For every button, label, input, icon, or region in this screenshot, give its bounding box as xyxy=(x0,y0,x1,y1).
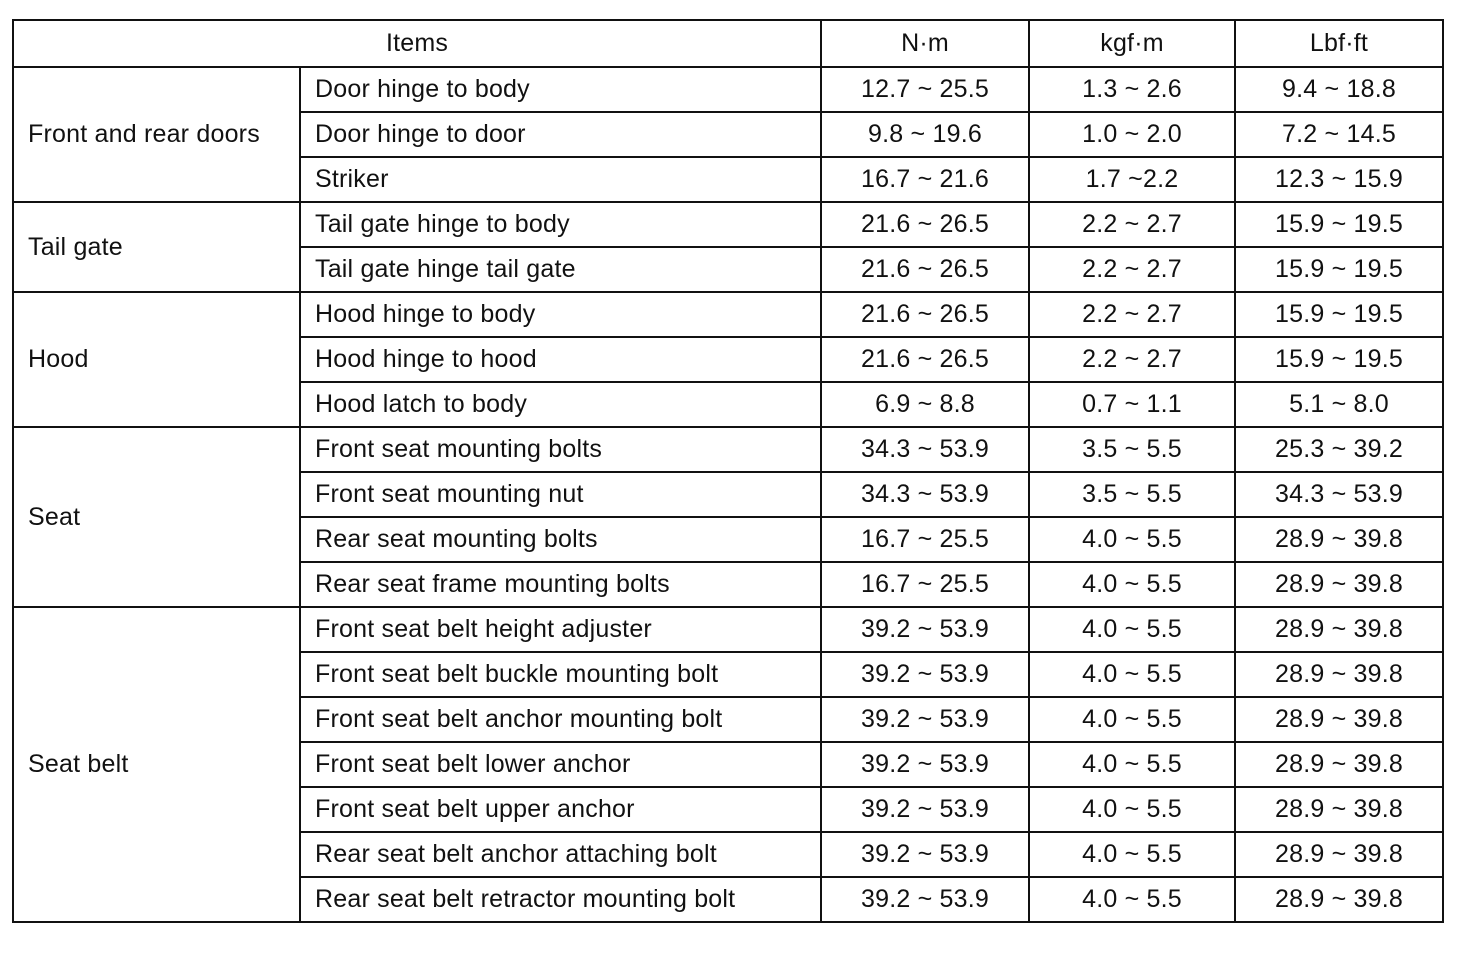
lbfft-cell: 28.9 ~ 39.8 xyxy=(1235,562,1443,607)
nm-cell: 12.7 ~ 25.5 xyxy=(821,67,1029,112)
nm-cell: 39.2 ~ 53.9 xyxy=(821,787,1029,832)
lbfft-cell: 28.9 ~ 39.8 xyxy=(1235,787,1443,832)
kgfm-cell: 4.0 ~ 5.5 xyxy=(1029,877,1235,922)
torque-spec-table xyxy=(12,19,1444,923)
item-cell: Tail gate hinge to body xyxy=(300,202,821,247)
nm-cell: 39.2 ~ 53.9 xyxy=(821,832,1029,877)
lbfft-cell: 9.4 ~ 18.8 xyxy=(1235,67,1443,112)
lbfft-cell: 12.3 ~ 15.9 xyxy=(1235,157,1443,202)
group-label: Seat xyxy=(13,427,300,607)
lbfft-cell: 25.3 ~ 39.2 xyxy=(1235,427,1443,472)
nm-cell: 21.6 ~ 26.5 xyxy=(821,337,1029,382)
nm-cell: 39.2 ~ 53.9 xyxy=(821,877,1029,922)
item-cell: Front seat mounting bolts xyxy=(300,427,821,472)
lbfft-cell: 28.9 ~ 39.8 xyxy=(1235,832,1443,877)
kgfm-cell: 1.0 ~ 2.0 xyxy=(1029,112,1235,157)
kgfm-cell: 4.0 ~ 5.5 xyxy=(1029,562,1235,607)
group-label: Hood xyxy=(13,292,300,427)
nm-cell: 34.3 ~ 53.9 xyxy=(821,472,1029,517)
kgfm-cell: 4.0 ~ 5.5 xyxy=(1029,832,1235,877)
nm-cell: 39.2 ~ 53.9 xyxy=(821,652,1029,697)
header-lbfft: Lbf·ft xyxy=(1235,20,1443,67)
nm-cell: 39.2 ~ 53.9 xyxy=(821,742,1029,787)
header-kgfm: kgf·m xyxy=(1029,20,1235,67)
kgfm-cell: 2.2 ~ 2.7 xyxy=(1029,202,1235,247)
kgfm-cell: 4.0 ~ 5.5 xyxy=(1029,517,1235,562)
lbfft-cell: 15.9 ~ 19.5 xyxy=(1235,337,1443,382)
header-nm: N·m xyxy=(821,20,1029,67)
item-cell: Hood hinge to hood xyxy=(300,337,821,382)
kgfm-cell: 2.2 ~ 2.7 xyxy=(1029,292,1235,337)
group-label: Front and rear doors xyxy=(13,67,300,202)
kgfm-cell: 4.0 ~ 5.5 xyxy=(1029,652,1235,697)
lbfft-cell: 28.9 ~ 39.8 xyxy=(1235,697,1443,742)
item-cell: Front seat belt upper anchor xyxy=(300,787,821,832)
item-cell: Hood hinge to body xyxy=(300,292,821,337)
nm-cell: 16.7 ~ 25.5 xyxy=(821,562,1029,607)
kgfm-cell: 3.5 ~ 5.5 xyxy=(1029,427,1235,472)
item-cell: Rear seat belt retractor mounting bolt xyxy=(300,877,821,922)
nm-cell: 16.7 ~ 25.5 xyxy=(821,517,1029,562)
kgfm-cell: 0.7 ~ 1.1 xyxy=(1029,382,1235,427)
item-cell: Door hinge to door xyxy=(300,112,821,157)
lbfft-cell: 28.9 ~ 39.8 xyxy=(1235,877,1443,922)
nm-cell: 21.6 ~ 26.5 xyxy=(821,202,1029,247)
item-cell: Tail gate hinge tail gate xyxy=(300,247,821,292)
item-cell: Rear seat mounting bolts xyxy=(300,517,821,562)
nm-cell: 21.6 ~ 26.5 xyxy=(821,247,1029,292)
kgfm-cell: 3.5 ~ 5.5 xyxy=(1029,472,1235,517)
kgfm-cell: 4.0 ~ 5.5 xyxy=(1029,742,1235,787)
table-row xyxy=(13,427,1443,472)
nm-cell: 39.2 ~ 53.9 xyxy=(821,697,1029,742)
item-cell: Front seat belt anchor mounting bolt xyxy=(300,697,821,742)
header-row xyxy=(13,20,1443,67)
group-label: Seat belt xyxy=(13,607,300,922)
nm-cell: 16.7 ~ 21.6 xyxy=(821,157,1029,202)
table-row xyxy=(13,292,1443,337)
item-cell: Door hinge to body xyxy=(300,67,821,112)
lbfft-cell: 15.9 ~ 19.5 xyxy=(1235,202,1443,247)
lbfft-cell: 28.9 ~ 39.8 xyxy=(1235,742,1443,787)
table-row xyxy=(13,607,1443,652)
kgfm-cell: 1.3 ~ 2.6 xyxy=(1029,67,1235,112)
item-cell: Rear seat belt anchor attaching bolt xyxy=(300,832,821,877)
lbfft-cell: 28.9 ~ 39.8 xyxy=(1235,607,1443,652)
lbfft-cell: 7.2 ~ 14.5 xyxy=(1235,112,1443,157)
item-cell: Front seat mounting nut xyxy=(300,472,821,517)
nm-cell: 39.2 ~ 53.9 xyxy=(821,607,1029,652)
table-row xyxy=(13,202,1443,247)
kgfm-cell: 2.2 ~ 2.7 xyxy=(1029,247,1235,292)
nm-cell: 9.8 ~ 19.6 xyxy=(821,112,1029,157)
nm-cell: 21.6 ~ 26.5 xyxy=(821,292,1029,337)
group-label: Tail gate xyxy=(13,202,300,292)
kgfm-cell: 1.7 ~2.2 xyxy=(1029,157,1235,202)
lbfft-cell: 15.9 ~ 19.5 xyxy=(1235,292,1443,337)
header-items: Items xyxy=(13,20,821,67)
table-row xyxy=(13,67,1443,112)
item-cell: Front seat belt lower anchor xyxy=(300,742,821,787)
kgfm-cell: 4.0 ~ 5.5 xyxy=(1029,787,1235,832)
table-header xyxy=(13,20,1443,67)
item-cell: Front seat belt height adjuster xyxy=(300,607,821,652)
item-cell: Rear seat frame mounting bolts xyxy=(300,562,821,607)
kgfm-cell: 4.0 ~ 5.5 xyxy=(1029,607,1235,652)
lbfft-cell: 34.3 ~ 53.9 xyxy=(1235,472,1443,517)
table-body xyxy=(13,67,1443,922)
item-cell: Front seat belt buckle mounting bolt xyxy=(300,652,821,697)
lbfft-cell: 28.9 ~ 39.8 xyxy=(1235,652,1443,697)
item-cell: Striker xyxy=(300,157,821,202)
lbfft-cell: 28.9 ~ 39.8 xyxy=(1235,517,1443,562)
kgfm-cell: 4.0 ~ 5.5 xyxy=(1029,697,1235,742)
item-cell: Hood latch to body xyxy=(300,382,821,427)
nm-cell: 6.9 ~ 8.8 xyxy=(821,382,1029,427)
nm-cell: 34.3 ~ 53.9 xyxy=(821,427,1029,472)
lbfft-cell: 15.9 ~ 19.5 xyxy=(1235,247,1443,292)
kgfm-cell: 2.2 ~ 2.7 xyxy=(1029,337,1235,382)
lbfft-cell: 5.1 ~ 8.0 xyxy=(1235,382,1443,427)
